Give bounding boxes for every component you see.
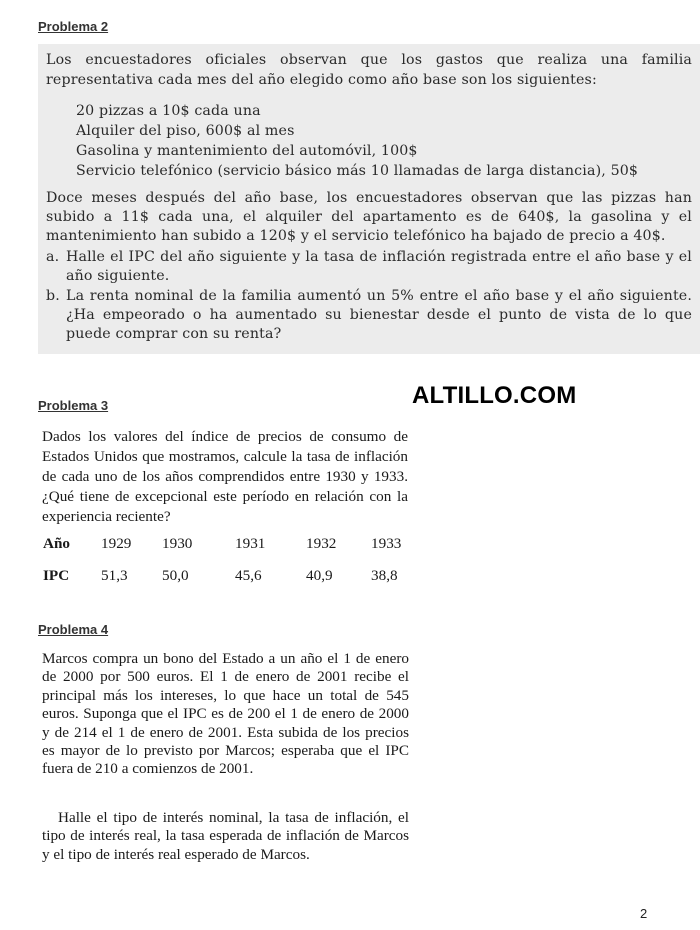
list-item: 20 pizzas a 10$ cada una [76, 103, 261, 119]
page-number: 2 [640, 906, 648, 921]
problem-4-paragraph-2: Halle el tipo de interés nominal, la tasa de inflación, el tipo de interés real, la tasa esperada de inflación de Marcos y el tipo de interés real esperado de Marcos. [42, 809, 409, 863]
list-item: Gasolina y mantenimiento del automóvil, 100$ [76, 143, 418, 159]
table-cell-cpi: 40,9 [306, 567, 333, 584]
problem-2-heading: Problema 2 [38, 19, 109, 34]
problem-2-expense-list [76, 101, 686, 181]
watermark: ALTILLO.COM [412, 382, 577, 409]
question-b-letter: b. [46, 288, 60, 304]
table-cell-year: 1929 [101, 535, 132, 552]
table-cell-cpi: 51,3 [101, 567, 128, 584]
question-a-text: Halle el IPC del año siguiente y la tasa de inflación registrada entre el año base y el año siguiente. [66, 249, 692, 284]
table-cell-year: 1931 [235, 535, 266, 552]
problem-3-heading: Problema 3 [38, 398, 109, 413]
table-row-label-year: Año [43, 535, 71, 552]
table-cell-cpi: 50,0 [162, 567, 189, 584]
problem-2-intro: Los encuestadores oficiales observan que los gastos que realiza una familia representativa cada mes del año elegido como año base son los siguientes: [46, 52, 692, 88]
list-item: Alquiler del piso, 600$ al mes [76, 123, 295, 139]
problem-2-paragraph: Doce meses después del año base, los encuestadores observan que las pizzas han subido a 11$ cada una, el alquiler del apartamento es de 640$, la gasolina y el mantenimiento han subido a 120$ y el servicio telefónico ha bajado de precio a 40$. [46, 190, 692, 244]
table-cell-year: 1932 [306, 535, 337, 552]
problem-2-question-a [46, 248, 692, 286]
problem-2-question-b [46, 287, 692, 344]
problem-3-text: Dados los valores del índice de precios de consumo de Estados Unidos que mostramos, calcule la tasa de inflación de cada uno de los años comprendidos entre 1930 y 1933. ¿Qué tiene de excepcional este período en relación con la experiencia reciente? [42, 428, 408, 525]
question-a-letter: a. [46, 249, 60, 265]
list-item: Servicio telefónico (servicio básico más 10 llamadas de larga distancia), 50$ [76, 163, 639, 179]
problem-4-paragraph-1: Marcos compra un bono del Estado a un año el 1 de enero de 2000 por 500 euros. El 1 de enero de 2001 recibe el principal más los intereses, lo que hace un total de 545 euros. Suponga que el IPC es de 200 el 1 de enero de 2000 y de 214 el 1 de enero de 2001. Esta subida de los precios es mayor de lo previsto por Marcos; esperaba que el IPC fuera de 210 a comienzos de 2001. [42, 650, 409, 778]
problem-4-heading: Problema 4 [38, 622, 109, 637]
table-cell-cpi: 45,6 [235, 567, 262, 584]
table-cell-year: 1933 [371, 535, 402, 552]
table-cell-cpi: 38,8 [371, 567, 398, 584]
table-row-label-cpi: IPC [43, 567, 70, 584]
table-cell-year: 1930 [162, 535, 193, 552]
question-b-text: La renta nominal de la familia aumentó un 5% entre el año base y el año siguiente. ¿Ha empeorado o ha aumentado su bienestar desde el punto de vista de lo que puede comprar con su renta? [66, 288, 692, 342]
